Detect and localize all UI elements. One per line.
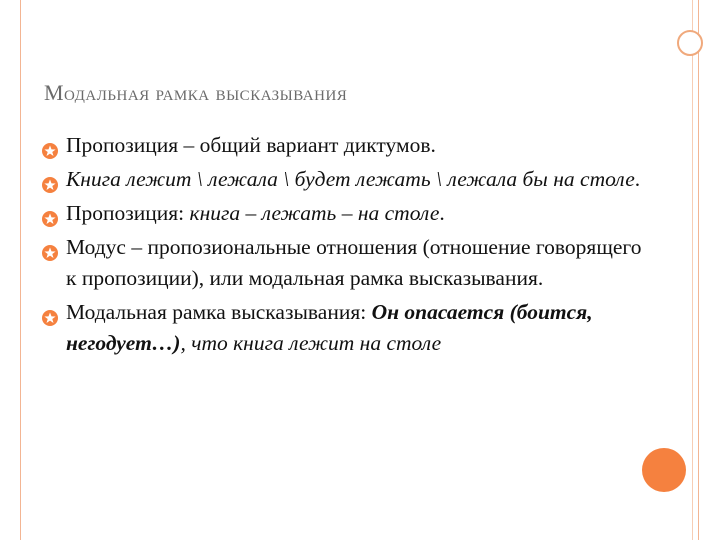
decorative-circle-bottom — [642, 448, 686, 492]
bullet-text: Он опасается (боится, негодует…) — [66, 300, 593, 355]
star-bullet-icon — [42, 205, 58, 221]
bullet-item — [42, 198, 642, 229]
bullet-text: Книга лежит \ лежала \ будет лежать \ лежала бы на столе — [66, 167, 635, 191]
bullet-text: книга – лежать – на столе — [189, 201, 440, 225]
bullet-text: Пропозиция – общий вариант диктумов. — [66, 133, 436, 157]
bullet-item — [42, 164, 642, 195]
bullet-item — [42, 297, 642, 359]
bullet-item — [42, 130, 642, 161]
bullet-list — [42, 130, 642, 362]
bullet-text: . — [634, 167, 641, 191]
bullet-text: , что книга лежит на столе — [180, 331, 442, 355]
bullet-text: Модальная рамка высказывания: — [66, 300, 372, 324]
bullet-text: Пропозиция: — [66, 201, 190, 225]
star-bullet-icon — [42, 171, 58, 187]
bullet-text: Модус – пропозиональные отношения (отношение говорящего к пропозиции), или модальная рамка высказывания. — [66, 235, 642, 290]
bullet-text: . — [439, 201, 445, 225]
decorative-circle-top — [677, 30, 703, 56]
bullet-item — [42, 232, 642, 294]
frame-line — [692, 0, 693, 540]
slide-title: Модальная рамка высказывания — [44, 80, 348, 105]
star-bullet-icon — [42, 137, 58, 153]
star-bullet-icon — [42, 304, 58, 320]
star-bullet-icon — [42, 239, 58, 255]
